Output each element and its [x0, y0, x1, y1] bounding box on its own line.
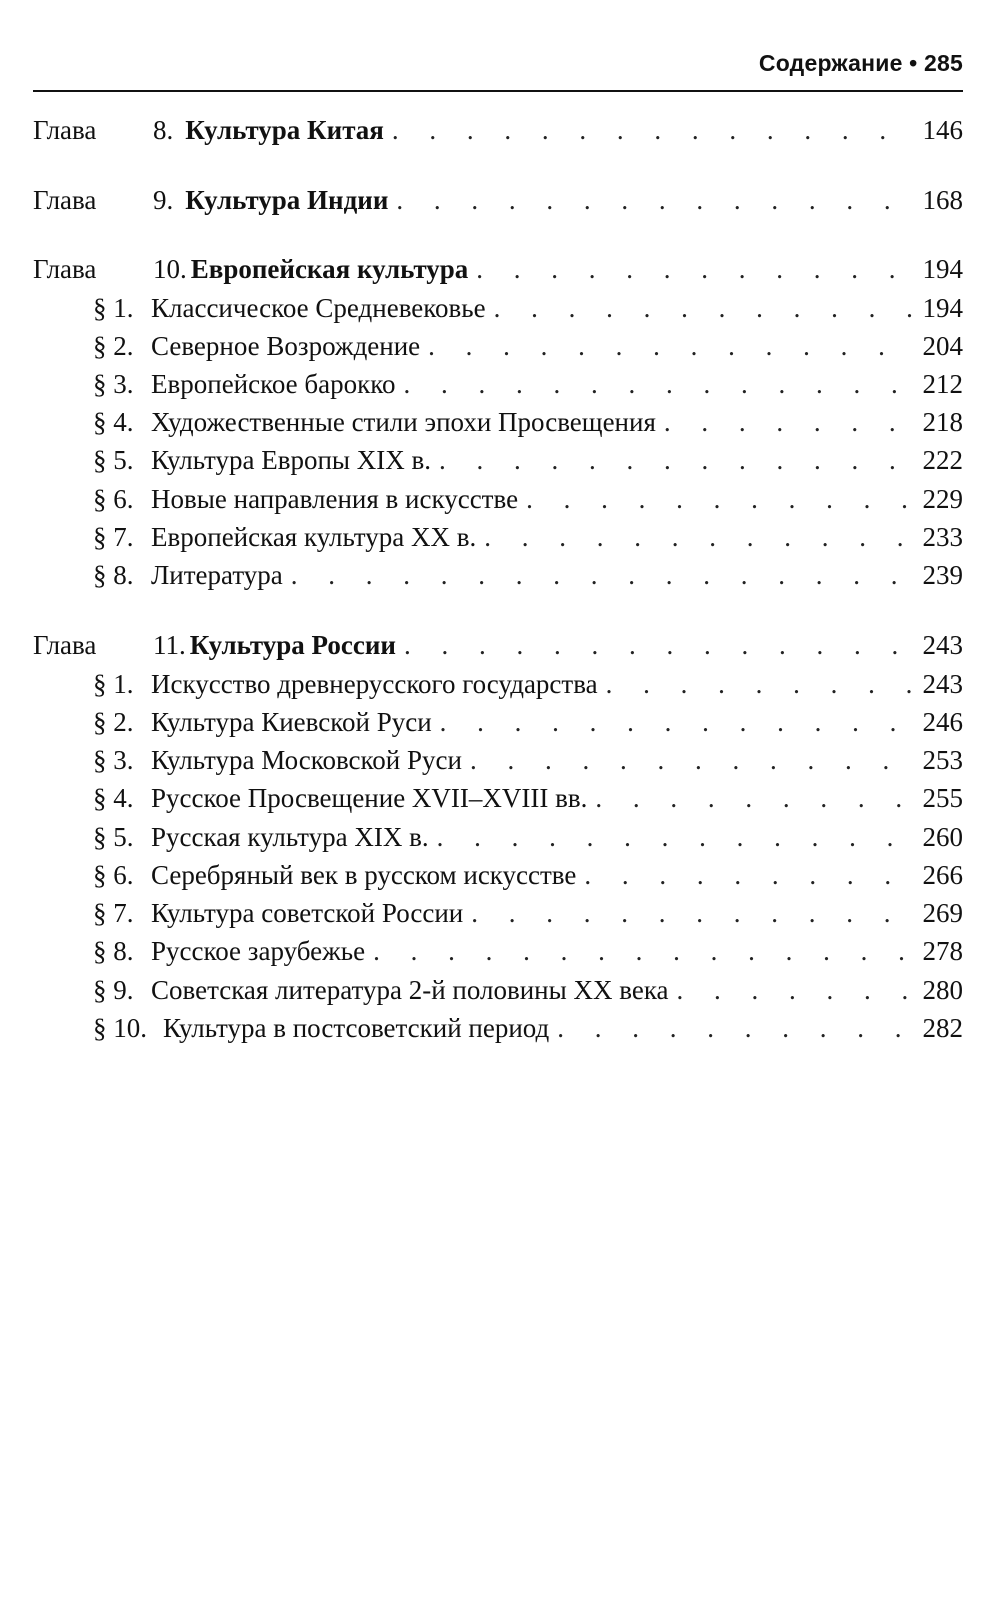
dot-leader [404, 368, 913, 400]
chapter-title: Культура Китая [185, 115, 384, 145]
chapter-number: 11. [153, 630, 186, 660]
section-title: Искусство древнерусского государства [151, 669, 598, 699]
chapter-label: Глава [33, 630, 97, 660]
section-number: § 4. [93, 407, 134, 437]
page-number: 255 [922, 783, 963, 813]
page-number: 204 [922, 331, 963, 361]
section-title: Европейская культура XX в. [151, 522, 477, 552]
page-number: 269 [922, 898, 963, 928]
toc-section-11-2[interactable] [93, 706, 963, 738]
page-number: 266 [922, 860, 963, 890]
dot-leader [664, 406, 913, 438]
section-number: § 5. [93, 445, 134, 475]
toc-section-11-4[interactable] [93, 782, 963, 814]
section-number: § 8. [93, 936, 134, 966]
page-number: 146 [922, 115, 963, 145]
dot-leader [476, 253, 913, 285]
dot-leader [471, 897, 913, 929]
section-number: § 1. [93, 293, 134, 323]
toc-chapter-11[interactable] [33, 629, 963, 661]
section-title: Новые направления в искусстве [151, 484, 519, 514]
dot-leader [595, 782, 913, 814]
section-number: § 8. [93, 560, 134, 590]
dot-leader [437, 821, 913, 853]
dot-leader [439, 444, 913, 476]
section-number: § 7. [93, 898, 134, 928]
page-number: 280 [922, 975, 963, 1005]
dot-leader [440, 706, 913, 738]
toc-section-10-5[interactable] [93, 444, 963, 476]
dot-leader [373, 935, 913, 967]
page-number: 243 [922, 630, 963, 660]
dot-leader [396, 184, 913, 216]
section-number: § 10. [93, 1013, 147, 1043]
section-title: Классическое Средневековье [151, 293, 486, 323]
toc-section-11-9[interactable] [93, 974, 963, 1006]
dot-leader [404, 629, 913, 661]
dot-leader [470, 744, 913, 776]
page-number: 239 [922, 560, 963, 590]
dot-leader [291, 559, 913, 591]
section-number: § 2. [93, 707, 134, 737]
page-number: 246 [922, 707, 963, 737]
page-number: 194 [922, 293, 963, 323]
page-number: 229 [922, 484, 963, 514]
toc-section-10-1[interactable] [93, 292, 963, 324]
toc-chapter-8[interactable] [33, 114, 963, 146]
section-title: Культура Московской Руси [151, 745, 462, 775]
page-number: 243 [922, 669, 963, 699]
section-title: Культура Киевской Руси [151, 707, 432, 737]
section-number: § 5. [93, 822, 134, 852]
page-number: 253 [922, 745, 963, 775]
section-title: Русское зарубежье [151, 936, 366, 966]
page-number: 278 [922, 936, 963, 966]
chapter-label: Глава [33, 254, 97, 284]
toc-section-10-2[interactable] [93, 330, 963, 362]
toc-section-10-7[interactable] [93, 521, 963, 553]
toc-chapter-10[interactable] [33, 253, 963, 285]
page-number: 218 [922, 407, 963, 437]
section-title: Культура в постсоветский период [163, 1013, 550, 1043]
chapter-title: Культура Индии [185, 185, 389, 215]
chapter-number: 8. [153, 115, 174, 145]
dot-leader [677, 974, 913, 1006]
section-title: Советская литература 2-й половины XX века [151, 975, 669, 1005]
toc-section-10-4[interactable] [93, 406, 963, 438]
section-number: § 1. [93, 669, 134, 699]
section-number: § 2. [93, 331, 134, 361]
section-number: § 6. [93, 860, 134, 890]
section-number: § 3. [93, 369, 134, 399]
dot-leader [392, 114, 913, 146]
section-number: § 3. [93, 745, 134, 775]
section-title: Европейское барокко [151, 369, 396, 399]
page-number: 282 [922, 1013, 963, 1043]
running-title: Содержание • 285 [758, 50, 963, 76]
dot-leader [606, 668, 913, 700]
section-title: Русское Просвещение XVII–XVIII вв. [151, 783, 588, 813]
section-number: § 9. [93, 975, 134, 1005]
toc-section-11-5[interactable] [93, 821, 963, 853]
toc-section-11-3[interactable] [93, 744, 963, 776]
toc-section-11-6[interactable] [93, 859, 963, 891]
page-number: 168 [922, 185, 963, 215]
chapter-label: Глава [33, 115, 97, 145]
chapter-title: Европейская культура [190, 254, 469, 284]
dot-leader [428, 330, 913, 362]
toc-section-11-10[interactable] [93, 1012, 963, 1044]
section-number: § 4. [93, 783, 134, 813]
dot-leader [584, 859, 913, 891]
running-header [33, 44, 963, 92]
toc-section-10-8[interactable] [93, 559, 963, 591]
dot-leader [494, 292, 913, 324]
toc-section-11-1[interactable] [93, 668, 963, 700]
section-number: § 6. [93, 484, 134, 514]
section-title: Северное Возрождение [151, 331, 421, 361]
toc-section-10-6[interactable] [93, 483, 963, 515]
chapter-number: 10. [153, 254, 187, 284]
dot-leader [484, 521, 913, 553]
section-title: Культура Европы XIX в. [151, 445, 432, 475]
dot-leader [526, 483, 913, 515]
chapter-label: Глава [33, 185, 97, 215]
page-number: 194 [922, 254, 963, 284]
section-title: Художественные стили эпохи Просвещения [151, 407, 656, 437]
chapter-title: Культура России [189, 630, 396, 660]
chapter-number: 9. [153, 185, 174, 215]
page-number: 233 [922, 522, 963, 552]
section-title: Серебряный век в русском искусстве [151, 860, 577, 890]
toc-section-10-3[interactable] [93, 368, 963, 400]
section-number: § 7. [93, 522, 134, 552]
section-title: Русская культура XIX в. [151, 822, 429, 852]
page-number: 260 [922, 822, 963, 852]
dot-leader [557, 1012, 913, 1044]
section-title: Литература [151, 560, 283, 590]
toc-section-11-7[interactable] [93, 897, 963, 929]
toc-section-11-8[interactable] [93, 935, 963, 967]
page-number: 222 [922, 445, 963, 475]
section-title: Культура советской России [151, 898, 464, 928]
page-number: 212 [922, 369, 963, 399]
toc-chapter-9[interactable] [33, 184, 963, 216]
